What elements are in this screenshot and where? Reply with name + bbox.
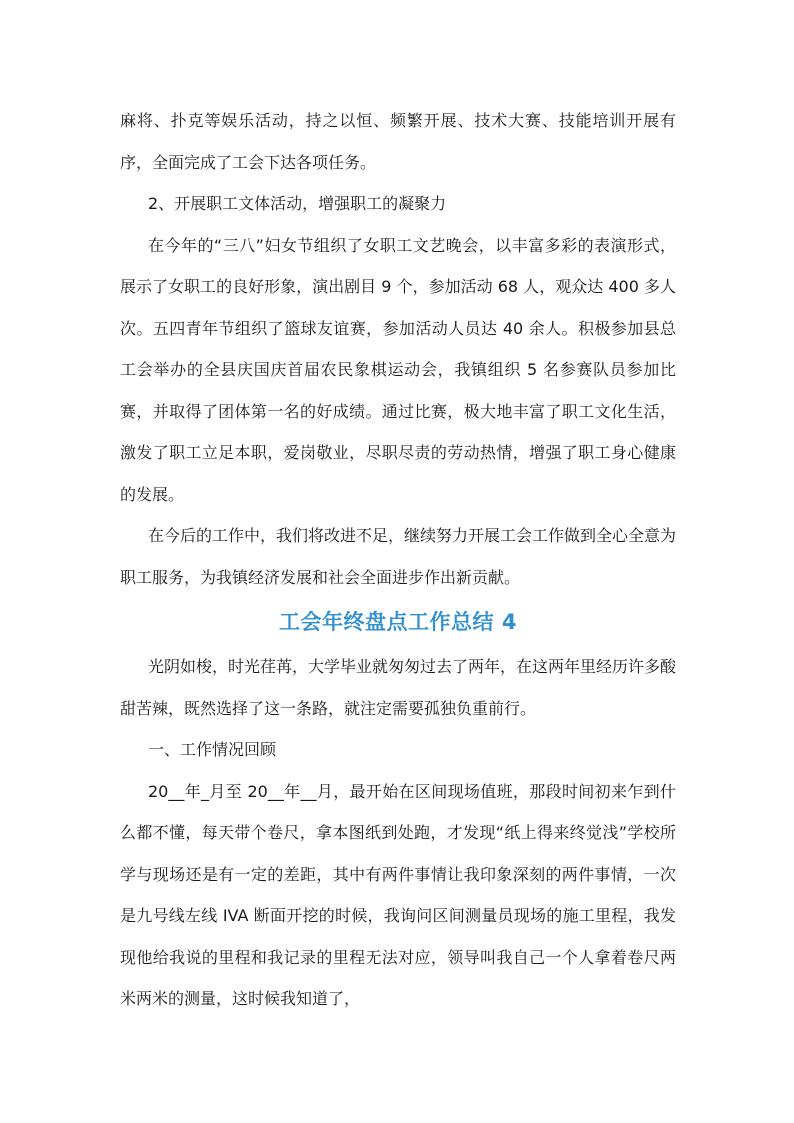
paragraph-activities: 在今年的“三八”妇女节组织了女职工文艺晚会，以丰富多彩的表演形式，展示了女职工的良好形象，演出剧目 9 个，参加活动 68 人，观众达 400 多人次。五四青年节组织了篮球友谊赛，参加活动人员达 40 余人。积极参加县总工会举办的全县庆国庆首届农民象棋运动会，我镇组织 5 名参赛队员参加比赛，并取得了团体第一名的好成绩。通过比赛，极大地丰富了职工文化生活，激发了职工立足本职，爱岗敬业，尽职尽责的劳动热情，增强了职工身心健康的发展。 <box>120 235 676 504</box>
paragraph-work-review: 20__年_月至 20__年__月，最开始在区间现场值班，那段时间初来乍到什么都不懂，每天带个卷尺，拿本图纸到处跑，才发现“纸上得来终觉浅”学校所学与现场还是有一定的差距，其中有两件事情让我印象深刻的两件事情，一次是九号线左线 IVA 断面开挖的时候，我询问区间测量员现场的施工里程，我发现他给我说的里程和我记录的里程无法对应，领导叫我自己一个人拿着卷尺两米两米的测量，这时候我知道了， <box>120 781 676 1008</box>
paragraph-future-work: 在今后的工作中，我们将改进不足，继续努力开展工会工作做到全心全意为职工服务，为我镇经济发展和社会全面进步作出新贡献。 <box>120 526 677 587</box>
subheading-cultural-activities: 2、开展职工文体活动，增强职工的凝聚力 <box>148 194 447 213</box>
document-body <box>120 100 676 1020</box>
subheading-work-review: 一、工作情况回顾 <box>148 740 277 759</box>
paragraph-intro: 光阴如梭，时光荏苒，大学毕业就匆匆过去了两年，在这两年里经历许多酸甜苦辣，既然选择了这一条路，就注定需要孤独负重前行。 <box>120 657 677 718</box>
section-title: 工会年终盘点工作总结 4 <box>279 610 517 634</box>
paragraph-continuation: 麻将、扑克等娱乐活动，持之以恒、频繁开展、技术大赛、技能培训开展有序，全面完成了工会下达各项任务。 <box>120 111 676 172</box>
